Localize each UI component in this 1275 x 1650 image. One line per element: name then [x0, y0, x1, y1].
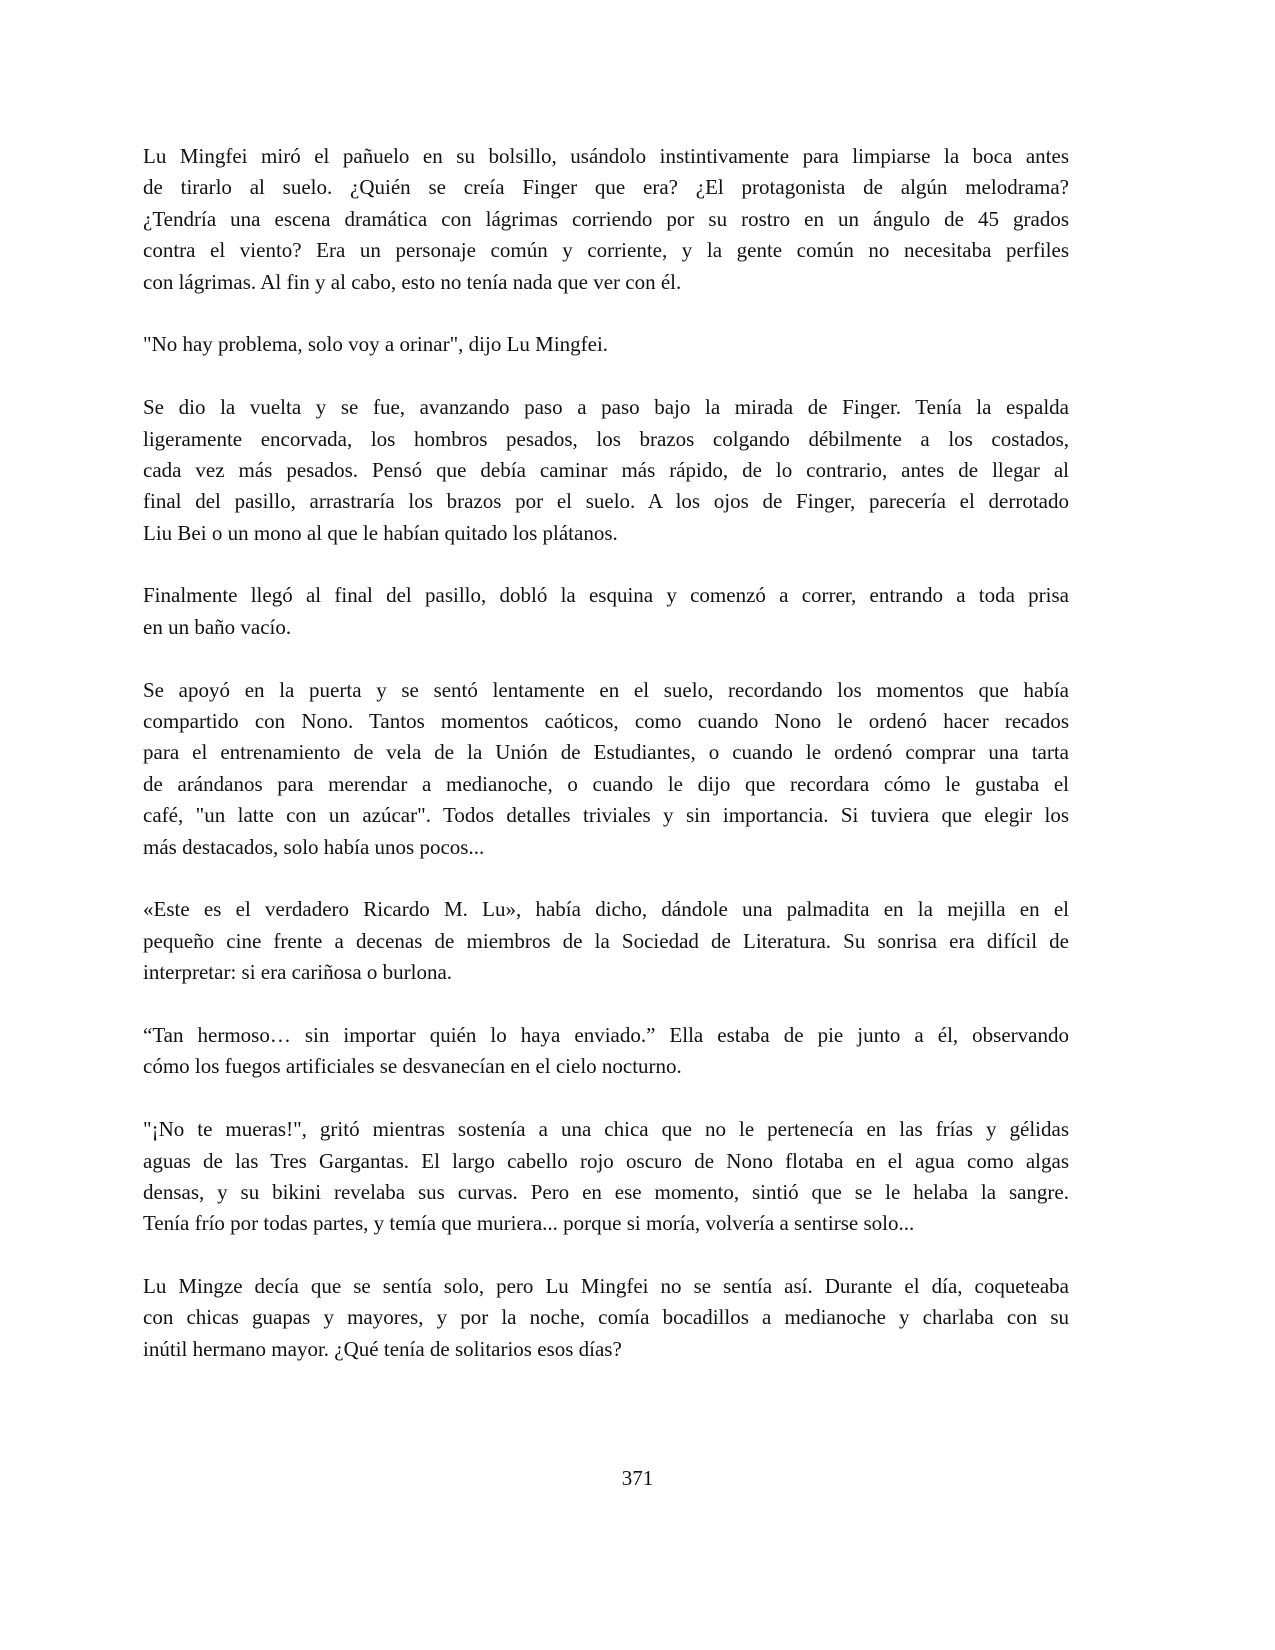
paragraph	[143, 329, 1069, 360]
text-line: densas, y su bikini revelaba sus curvas. Pero en ese momento, sintió que se le helaba la sangre.	[143, 1179, 1069, 1204]
text-line: compartido con Nono. Tantos momentos caóticos, como cuando Nono le ordenó hacer recados	[143, 709, 1069, 734]
text-line: Lu Mingze decía que se sentía solo, pero Lu Mingfei no se sentía así. Durante el día, coqueteaba	[143, 1274, 1069, 1299]
text-line: de tirarlo al suelo. ¿Quién se creía Finger que era? ¿El protagonista de algún melodrama?	[143, 175, 1069, 200]
text-line: pequeño cine frente a decenas de miembros de la Sociedad de Literatura. Su sonrisa era difícil de	[143, 928, 1069, 953]
text-line: aguas de las Tres Gargantas. El largo cabello rojo oscuro de Nono flotaba en el agua como algas	[143, 1148, 1069, 1173]
text-line: inútil hermano mayor. ¿Qué tenía de solitarios esos días?	[143, 1336, 622, 1361]
paragraph	[143, 894, 1069, 988]
page-body	[143, 141, 1069, 1397]
text-line: ¿Tendría una escena dramática con lágrimas corriendo por su rostro en un ángulo de 45 grados	[143, 206, 1069, 231]
text-line: Se dio la vuelta y se fue, avanzando paso a paso bajo la mirada de Finger. Tenía la espalda	[143, 395, 1069, 420]
text-line: café, "un latte con un azúcar". Todos detalles triviales y sin importancia. Si tuviera que elegir los	[143, 803, 1069, 828]
text-line: "¡No te mueras!", gritó mientras sostenía a una chica que no le pertenecía en las frías y gélidas	[143, 1117, 1069, 1142]
paragraph	[143, 675, 1069, 863]
paragraph	[143, 1271, 1069, 1365]
text-line: cómo los fuegos artificiales se desvanecían en el cielo nocturno.	[143, 1054, 682, 1079]
text-line: Lu Mingfei miró el pañuelo en su bolsillo, usándolo instintivamente para limpiarse la boca antes	[143, 144, 1069, 168]
paragraph	[143, 1020, 1069, 1083]
text-line: Finalmente llegó al final del pasillo, dobló la esquina y comenzó a correr, entrando a toda prisa	[143, 583, 1069, 608]
text-line: con lágrimas. Al fin y al cabo, esto no tenía nada que ver con él.	[143, 269, 682, 294]
text-line: Tenía frío por todas partes, y temía que muriera... porque si moría, volvería a sentirse solo...	[143, 1211, 915, 1236]
paragraph	[143, 1114, 1069, 1240]
text-line: cada vez más pesados. Pensó que debía caminar más rápido, de lo contrario, antes de llegar al	[143, 457, 1069, 482]
page-number: 371	[621, 1466, 654, 1490]
paragraph	[143, 580, 1069, 643]
paragraph	[143, 392, 1069, 549]
text-line: interpretar: si era cariñosa o burlona.	[143, 960, 453, 985]
text-line: para el entrenamiento de vela de la Unión de Estudiantes, o cuando le ordenó comprar una tarta	[143, 740, 1069, 765]
text-line: "No hay problema, solo voy a orinar", dijo Lu Mingfei.	[143, 332, 609, 357]
text-line: Liu Bei o un mono al que le habían quitado los plátanos.	[143, 520, 618, 545]
text-line: ligeramente encorvada, los hombros pesados, los brazos colgando débilmente a los costados,	[143, 426, 1069, 451]
text-line: final del pasillo, arrastraría los brazos por el suelo. A los ojos de Finger, parecería el derrotado	[143, 489, 1069, 514]
text-line: más destacados, solo había unos pocos...	[143, 834, 485, 859]
text-line: Se apoyó en la puerta y se sentó lentamente en el suelo, recordando los momentos que había	[143, 677, 1069, 702]
text-line: en un baño vacío.	[143, 614, 292, 639]
text-line: contra el viento? Era un personaje común y corriente, y la gente común no necesitaba perfiles	[143, 238, 1069, 263]
text-line: “Tan hermoso… sin importar quién lo haya enviado.” Ella estaba de pie junto a él, observando	[143, 1022, 1069, 1047]
text-line: de arándanos para merendar a medianoche, o cuando le dijo que recordara cómo le gustaba el	[143, 771, 1069, 796]
text-line: con chicas guapas y mayores, y por la noche, comía bocadillos a medianoche y charlaba con su	[143, 1305, 1069, 1330]
paragraph	[143, 141, 1069, 298]
text-line: «Este es el verdadero Ricardo M. Lu», había dicho, dándole una palmadita en la mejilla en el	[143, 897, 1069, 922]
